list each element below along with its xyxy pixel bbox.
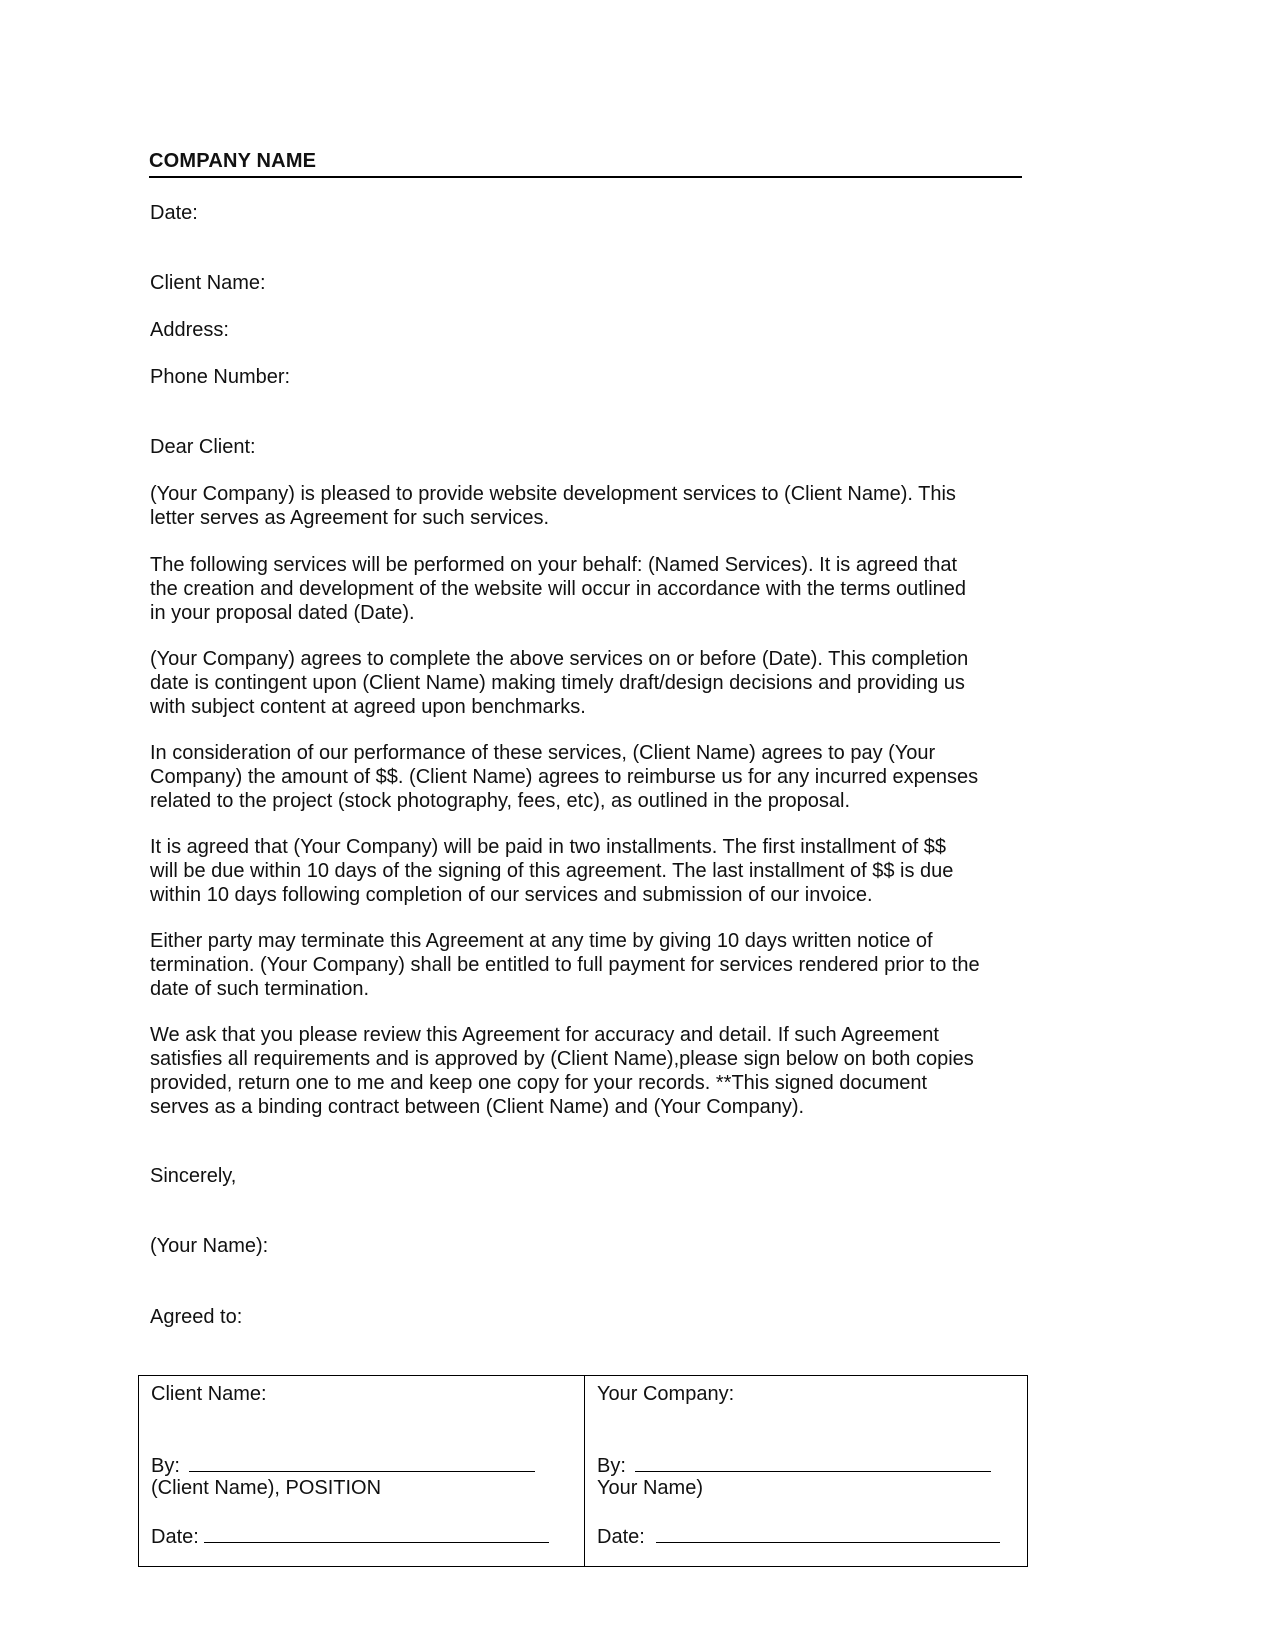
paragraph-line: with subject content at agreed upon benchmarks. (150, 696, 586, 718)
client-heading: Client Name: (151, 1383, 267, 1405)
signature-table-divider (584, 1376, 585, 1566)
company-date-row (597, 1524, 1000, 1549)
client-date-label: Date: (151, 1526, 199, 1548)
paragraph-line: (Your Company) agrees to complete the above services on or before (Date). This completion (150, 648, 969, 670)
closing-your-name: (Your Name): (150, 1235, 269, 1257)
paragraph-line: date is contingent upon (Client Name) making timely draft/design decisions and providing us (150, 672, 965, 694)
paragraph-line: The following services will be performed on your behalf: (Named Services). It is agreed that (150, 554, 958, 576)
paragraph-intro (150, 482, 1030, 530)
paragraph-line: Company) the amount of $$. (Client Name) agrees to reimburse us for any incurred expenses (150, 766, 979, 788)
company-heading: Your Company: (597, 1383, 735, 1405)
client-by-row (151, 1453, 535, 1478)
client-date-row (151, 1524, 549, 1549)
agreed-to-label: Agreed to: (150, 1306, 243, 1328)
paragraph-line: In consideration of our performance of these services, (Client Name) agrees to pay (Your (150, 742, 936, 764)
paragraph-line: date of such termination. (150, 978, 370, 1000)
header-divider (149, 176, 1022, 178)
company-signature-line[interactable] (635, 1453, 991, 1472)
paragraph-services (150, 553, 1030, 625)
paragraph-line: in your proposal dated (Date). (150, 602, 415, 624)
client-signature-cell (151, 1376, 571, 1566)
company-date-label: Date: (597, 1526, 645, 1548)
salutation: Dear Client: (150, 436, 256, 458)
paragraph-installments (150, 835, 1030, 907)
phone-number-field: Phone Number: (150, 366, 291, 388)
paragraph-line: will be due within 10 days of the signing of this agreement. The last installment of $$ is due (150, 860, 954, 882)
paragraph-line: (Your Company) is pleased to provide website development services to (Client Name). This (150, 483, 956, 505)
client-name-field: Client Name: (150, 272, 266, 294)
paragraph-line: provided, return one to me and keep one copy for your records. **This signed document (150, 1072, 928, 1094)
paragraph-line: serves as a binding contract between (Client Name) and (Your Company). (150, 1096, 805, 1118)
company-signature-cell (597, 1376, 1017, 1566)
signature-table (138, 1375, 1028, 1567)
paragraph-review (150, 1023, 1030, 1119)
paragraph-line: within 10 days following completion of our services and submission of our invoice. (150, 884, 873, 906)
paragraph-termination (150, 929, 1030, 1001)
paragraph-line: It is agreed that (Your Company) will be paid in two installments. The first installment of $$ (150, 836, 946, 858)
paragraph-line: the creation and development of the website will occur in accordance with the terms outlined (150, 578, 967, 600)
date-field: Date: (150, 202, 198, 224)
client-by-label: By: (151, 1455, 180, 1477)
paragraph-line: Either party may terminate this Agreement at any time by giving 10 days written notice of (150, 930, 933, 952)
paragraph-line: We ask that you please review this Agreement for accuracy and detail. If such Agreement (150, 1024, 939, 1046)
company-date-line[interactable] (656, 1524, 1000, 1543)
client-date-line[interactable] (204, 1524, 549, 1543)
company-by-label: By: (597, 1455, 626, 1477)
paragraph-line: related to the project (stock photography, fees, etc), as outlined in the proposal. (150, 790, 851, 812)
paragraph-line: letter serves as Agreement for such services. (150, 507, 550, 529)
company-signer-name: Your Name) (597, 1477, 703, 1499)
closing-sincerely: Sincerely, (150, 1165, 237, 1187)
company-by-row (597, 1453, 991, 1478)
client-signature-line[interactable] (189, 1453, 535, 1472)
paragraph-line: termination. (Your Company) shall be entitled to full payment for services rendered prior to the (150, 954, 980, 976)
company-name-heading: COMPANY NAME (149, 150, 317, 172)
paragraph-payment (150, 741, 1030, 813)
paragraph-completion (150, 647, 1030, 719)
address-field: Address: (150, 319, 229, 341)
paragraph-line: satisfies all requirements and is approved by (Client Name),please sign below on both copies (150, 1048, 974, 1070)
client-signer-name: (Client Name), POSITION (151, 1477, 382, 1499)
